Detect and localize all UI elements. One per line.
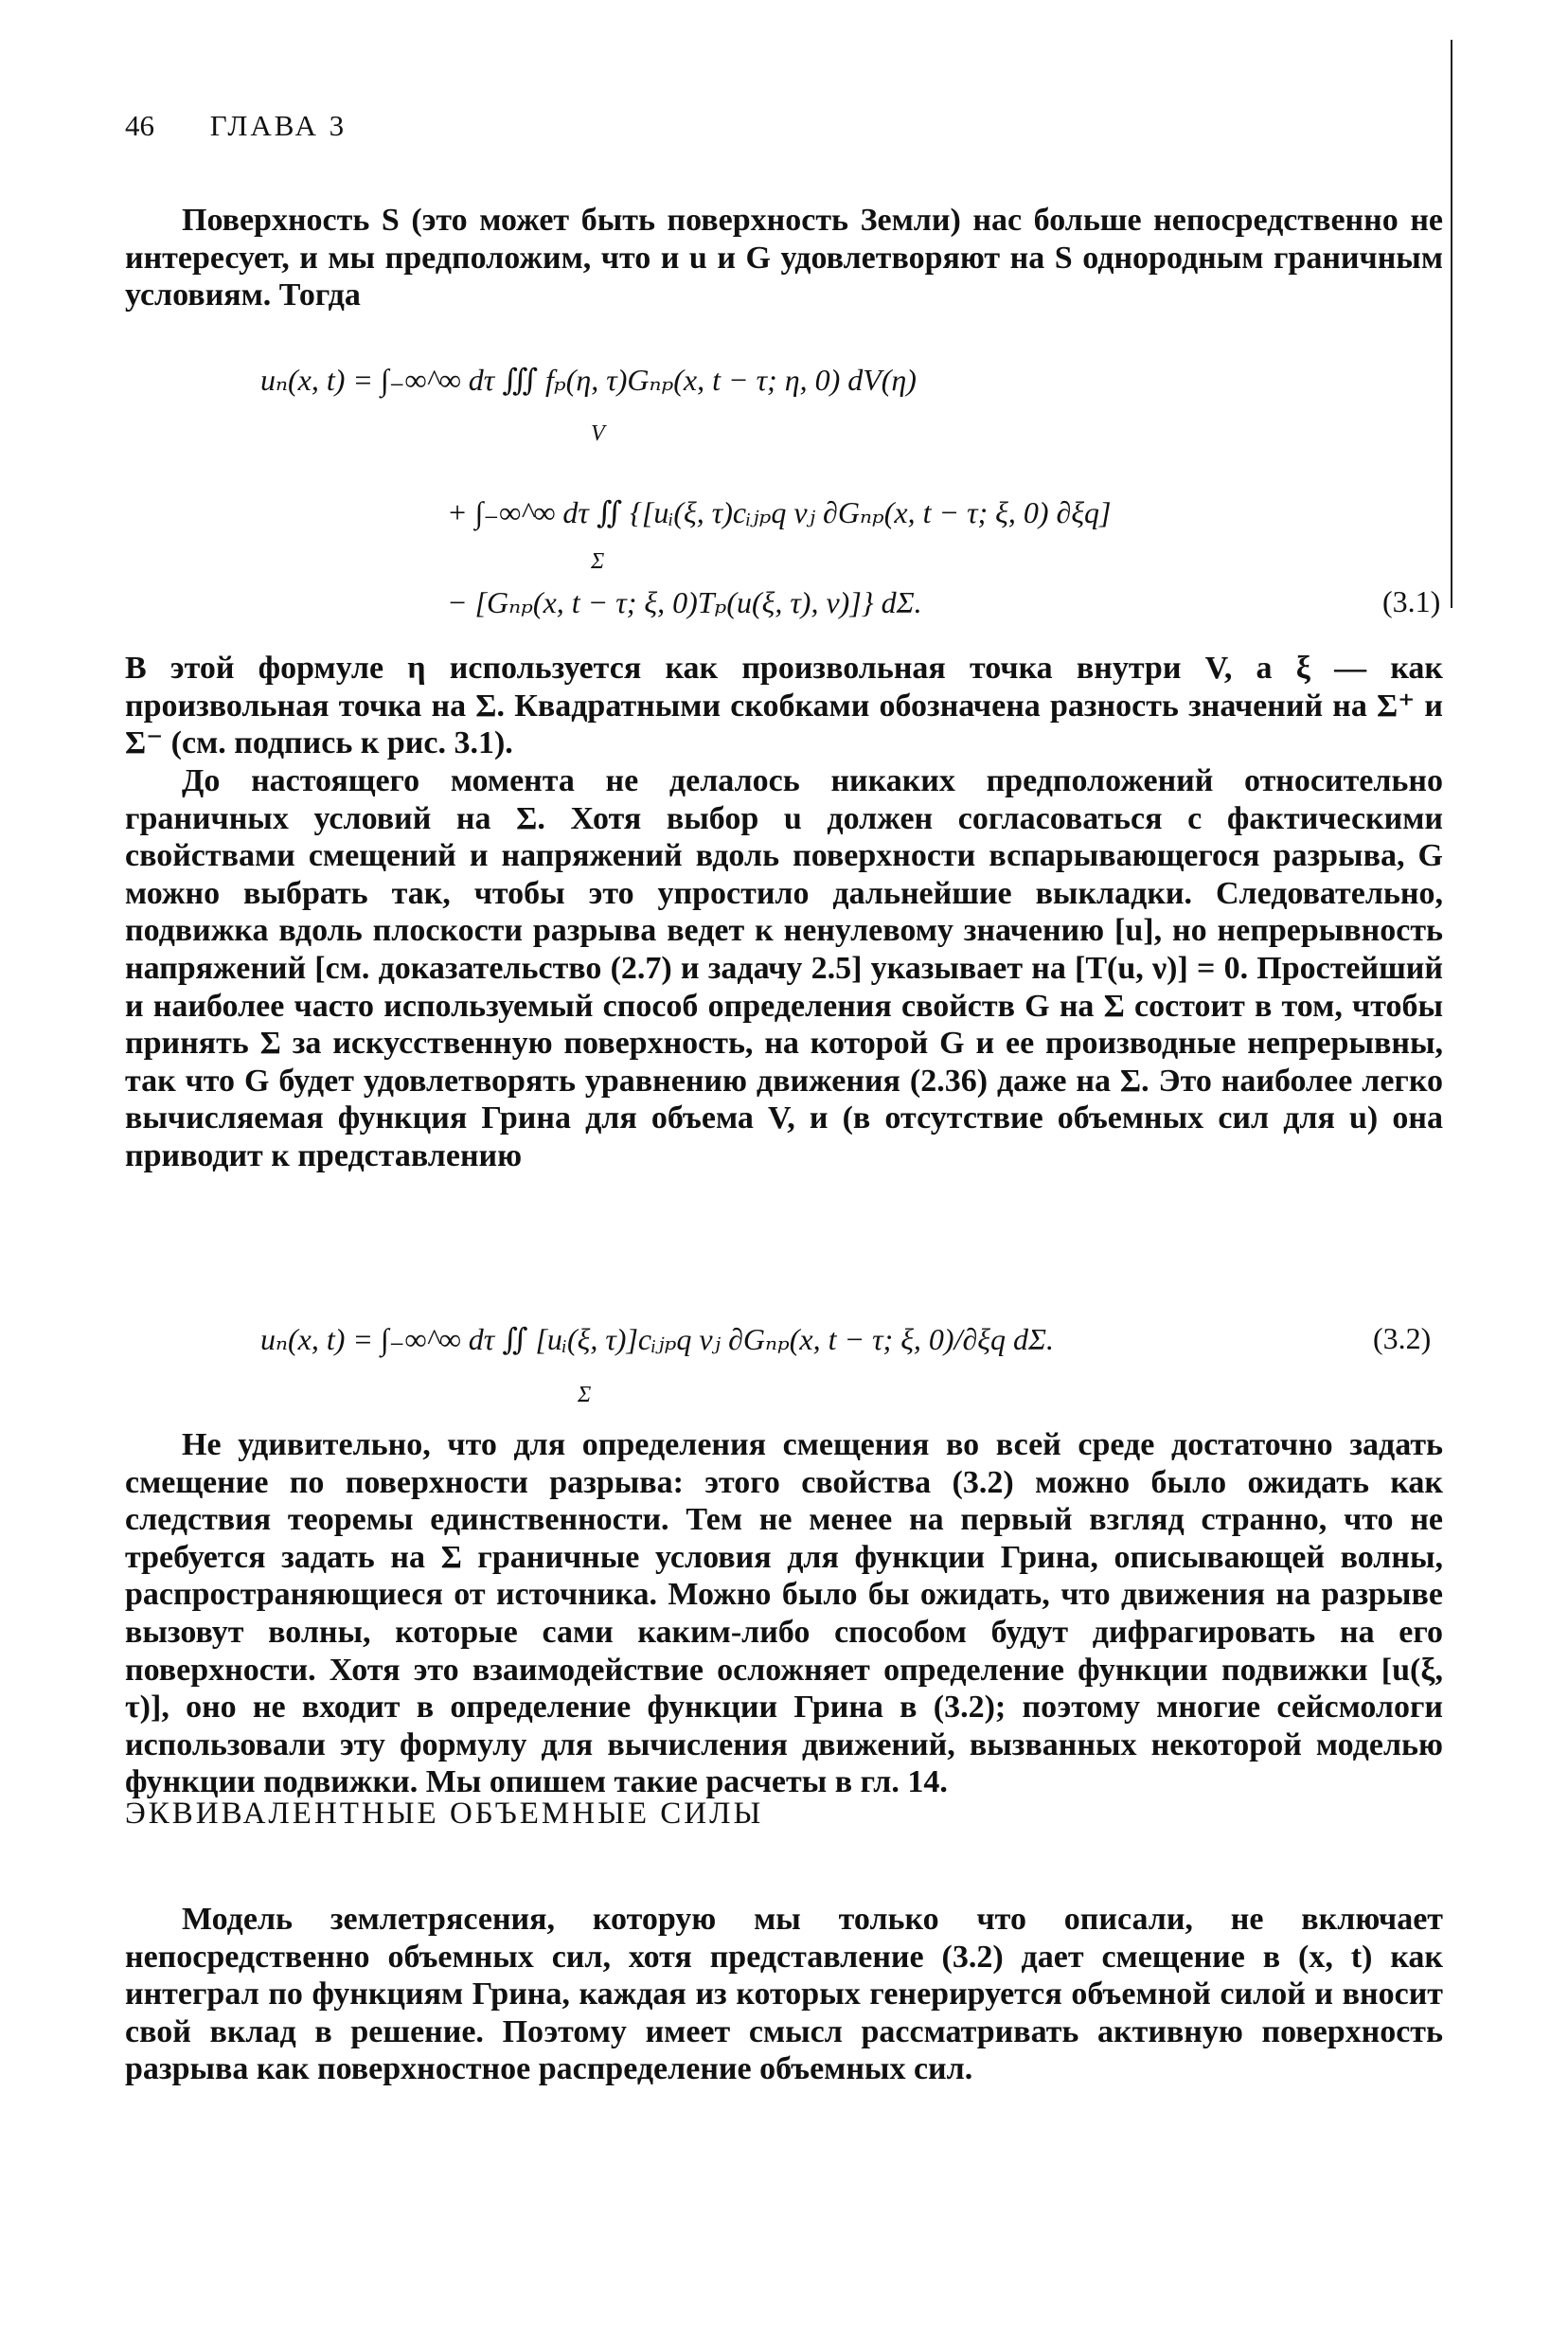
equation-3-1-line-3: − [Gₙₚ(x, t − τ; ξ, 0)Tₚ(u(ξ, τ), ν)]} dΣ. xyxy=(447,585,922,619)
equation-3-1-line-1: uₙ(x, t) = ∫₋∞^∞ dτ ∭ fₚ(η, τ)Gₙₚ(x, t − τ; η, 0) dV(η) xyxy=(260,363,917,397)
chapter-title: ГЛАВА 3 xyxy=(209,109,347,142)
paragraph-5-text: Модель землетрясения, которую мы только что описали, не включает непосредственно объемных сил, хотя представление (3.2) дает смещение в (x, t) как интеграл по функциям Грина, каждая из которых генерируется объемной силой и вносит свой вклад в решение. Поэтому имеет смысл рассматривать активную поверхность разрыва как поверхностное распределение объемных сил. xyxy=(125,1902,1443,2087)
paragraph-4-text: Не удивительно, что для определения смещения во всей среде достаточно задать смещение по поверхности разрыва: этого свойства (3.2) можно было ожидать как следствия теоремы единственности. Тем не менее на первый взгляд странно, что не требуется задать на Σ граничные условия для функции Грина, описывающей волны, распространяющиеся от источника. Можно было бы ожидать, что движения на разрыве вызовут волны, которые сами каким-либо способом будут дифрагировать на его поверхности. Хотя это взаимодействие осложняет определение функции подвижки [u(ξ, τ)], оно не входит в определение функции Грина в (3.2); поэтому многие сейсмологи использовали эту формулу для вычисления движений, вызванных некоторой моделью функции подвижки. Мы опишем такие расчеты в гл. 14. xyxy=(125,1427,1443,1800)
paragraph-3 xyxy=(125,762,1443,1175)
equation-3-1-line-2-sub: Σ xyxy=(591,549,605,574)
paragraph-1 xyxy=(125,202,1443,314)
paragraph-4 xyxy=(125,1426,1443,1801)
scan-edge-line xyxy=(1451,40,1452,608)
paragraph-1-text: Поверхность S (это может быть поверхность Земли) нас больше непосредственно не интересует, и мы предположим, что и u и G удовлетворяют на S однородным граничным условиям. Тогда xyxy=(125,203,1443,313)
page-number: 46 xyxy=(125,109,154,142)
equation-3-1-line-2: + ∫₋∞^∞ dτ ∬ {[uᵢ(ξ, τ)cᵢⱼₚq νⱼ ∂Gₙₚ(x, t − τ; ξ, 0) ∂ξq] xyxy=(447,495,1112,529)
section-heading: ЭКВИВАЛЕНТНЫЕ ОБЪЕМНЫЕ СИЛЫ xyxy=(125,1797,764,1831)
equation-3-2-line: uₙ(x, t) = ∫₋∞^∞ dτ ∬ [uᵢ(ξ, τ)]cᵢⱼₚq νⱼ ∂Gₙₚ(x, t − τ; ξ, 0)/∂ξq dΣ. xyxy=(260,1322,1054,1356)
paragraph-2 xyxy=(125,650,1443,762)
equation-3-2-sub: Σ xyxy=(578,1383,592,1407)
paragraph-5 xyxy=(125,1901,1443,2088)
equation-3-1-number: (3.1) xyxy=(1382,584,1441,618)
equation-3-1-line-1-sub: V xyxy=(591,421,605,446)
paragraph-3-text: До настоящего момента не делалось никаких предположений относительно граничных условий на Σ. Хотя выбор u должен согласоваться с фактическими свойствами смещений и напряжений вдоль поверхности вспарывающегося разрыва, G можно выбрать так, чтобы это упростило дальнейшие выкладки. Следовательно, подвижка вдоль плоскости разрыва ведет к ненулевому значению [u], но непрерывность напряжений [см. доказательство (2.7) и задачу 2.5] указывает на [T(u, ν)] = 0. Простейший и наиболее часто используемый способ определения свойств G на Σ состоит в том, чтобы принять Σ за искусственную поверхность, на которой G и ее производные непрерывны, так что G будет удовлетворять уравнению движения (2.36) даже на Σ. Это наиболее легко вычисляемая функция Грина для объема V, и (в отсутствие объемных сил для u) она приводит к представлению xyxy=(125,763,1443,1173)
page-header xyxy=(125,109,347,143)
paragraph-2-text: В этой формуле η используется как произвольная точка внутри V, а ξ — как произвольная точка на Σ. Квадратными скобками обозначена разность значений на Σ⁺ и Σ⁻ (см. подпись к рис. 3.1). xyxy=(125,651,1443,761)
equation-3-2-number: (3.2) xyxy=(1373,1321,1432,1355)
